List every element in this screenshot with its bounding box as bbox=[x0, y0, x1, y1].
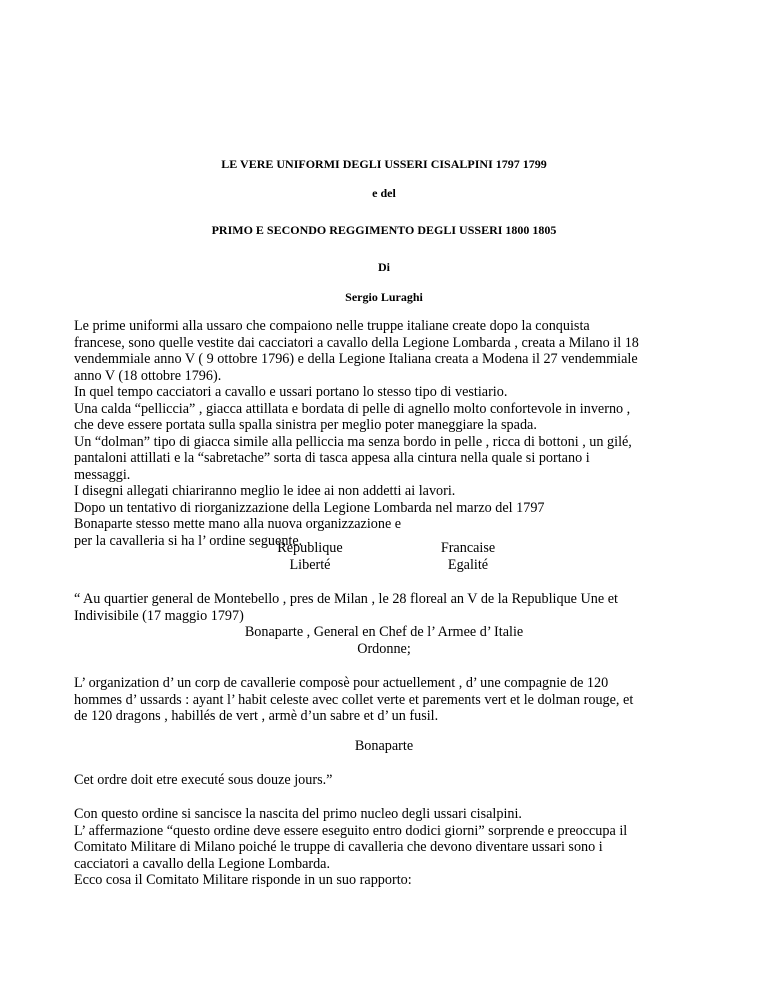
motto-liberte: Liberté bbox=[289, 556, 331, 573]
intro-line: che deve essere portata sulla spalla sinistra per meglio poter maneggiare la spada. bbox=[74, 417, 537, 433]
order-header-line: Indivisibile (17 maggio 1797) bbox=[74, 607, 244, 624]
conclusion-line: cacciatori a cavallo della Legione Lombarda. bbox=[74, 855, 331, 872]
order-general: Bonaparte , General en Chef de l’ Armee d’ Italie bbox=[244, 624, 524, 640]
intro-line: anno V (18 ottobre 1796). bbox=[74, 367, 222, 384]
intro-line: Un “dolman” tipo di giacca simile alla pelliccia ma senza bordo in pelle , ricca di bottoni , un gilé, bbox=[74, 433, 632, 450]
order-text-line: de 120 dragons , habillés de vert , armè d’un sabre et d’ un fusil. bbox=[74, 708, 439, 724]
intro-line: I disegni allegati chiariranno meglio le idee ai non addetti ai lavori. bbox=[74, 483, 456, 499]
order-closing-line: Cet ordre doit etre executé sous douze jours.” bbox=[74, 772, 333, 788]
intro-line: Dopo un tentativo di riorganizzazione della Legione Lombarda nel marzo del 1797 bbox=[74, 499, 545, 516]
intro-line: per la cavalleria si ha l’ ordine seguente. bbox=[74, 532, 303, 549]
order-header bbox=[74, 591, 694, 624]
order-ordonne: Ordonne; bbox=[357, 641, 411, 657]
document-subtitle: PRIMO E SECONDO REGGIMENTO DEGLI USSERI 1800 1805 bbox=[211, 223, 557, 237]
motto-right bbox=[413, 540, 523, 573]
conclusion-line: Ecco cosa il Comitato Militare risponde in un suo rapporto: bbox=[74, 872, 412, 888]
conclusion-line: Comitato Militare di Milano poiché le truppe di cavalleria che devono diventare ussari sono i bbox=[74, 839, 603, 855]
conclusion-paragraph bbox=[74, 806, 694, 889]
intro-line: Bonaparte stesso mette mano alla nuova organizzazione e bbox=[74, 516, 402, 532]
intro-line: Le prime uniformi alla ussaro che compaiono nelle truppe italiane create dopo la conquista bbox=[74, 318, 590, 334]
title-connector: e del bbox=[372, 186, 396, 200]
order-header-line: “ Au quartier general de Montebello , pres de Milan , le 28 floreal an V de la Republique Une et bbox=[74, 591, 618, 607]
order-text-line: L’ organization d’ un corp de cavallerie composè pour actuellement , d’ une compagnie de 120 bbox=[74, 675, 609, 691]
intro-line: In quel tempo cacciatori a cavallo e ussari portano lo stesso tipo di vestiario. bbox=[74, 384, 508, 400]
order-signature: Bonaparte bbox=[354, 738, 414, 754]
motto-egalite: Egalité bbox=[447, 556, 489, 573]
motto-republique: Republique bbox=[277, 540, 343, 556]
intro-line: messaggi. bbox=[74, 466, 131, 483]
intro-line: vendemmiale anno V ( 9 ottobre 1796) e della Legione Italiana creata a Modena il 27 vendemmiale bbox=[74, 351, 638, 367]
motto-francaise: Francaise bbox=[440, 540, 496, 556]
order-closing bbox=[74, 772, 694, 789]
order-text-line: hommes d’ ussards : ayant l’ habit celeste avec collet verte et parements vert et le dolman rouge, et bbox=[74, 691, 634, 708]
motto-left bbox=[255, 540, 365, 573]
conclusion-line: Con questo ordine si sancisce la nascita del primo nucleo degli ussari cisalpini. bbox=[74, 806, 522, 822]
order-text bbox=[74, 675, 694, 725]
intro-paragraph bbox=[74, 318, 694, 549]
intro-line: francese, sono quelle vestite dai cacciatori a cavallo della Legione Lombarda , creata a Milano il 18 bbox=[74, 334, 639, 351]
conclusion-line: L’ affermazione “questo ordine deve essere eseguito entro dodici giorni” sorprende e preoccupa il bbox=[74, 822, 628, 839]
document-title: LE VERE UNIFORMI DEGLI USSERI CISALPINI 1797 1799 bbox=[221, 157, 547, 171]
intro-line: Una calda “pelliccia” , giacca attillata e bordata di pelle di agnello molto confortevole in inverno , bbox=[74, 400, 631, 417]
author-name: Sergio Luraghi bbox=[345, 290, 423, 304]
intro-line: pantaloni attillati e la “sabretache” sorta di tasca appesa alla cintura nella quale si portano i bbox=[74, 450, 590, 466]
title-by: Di bbox=[378, 260, 390, 274]
